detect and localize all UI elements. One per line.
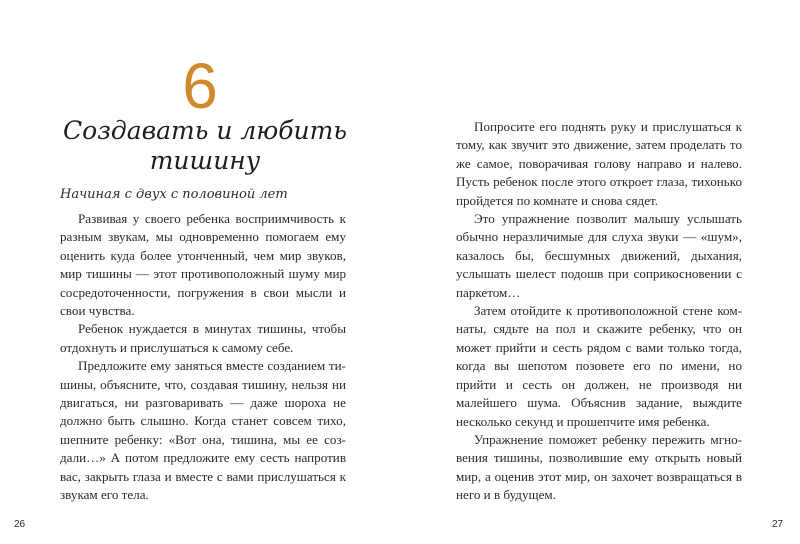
chapter-number: 6 bbox=[182, 50, 218, 122]
page-number-right: 27 bbox=[772, 519, 784, 530]
page-number-left: 26 bbox=[14, 519, 26, 530]
chapter-title: Создавать и любить тишину bbox=[63, 116, 347, 175]
right-page-text bbox=[456, 118, 742, 505]
paragraph: Предложите ему заняться вместе созданием тишины, объясните, что, создавая тишину, нельзя ни двигаться, ни разговаривать — даже шороха не должно быть слышно. Когда станет совсем тихо, шепните ребенку: «Вот она, тишина, мы ее создали…» А потом предложите ему сесть напротив вас, закрыть глаза и вместе с вами прислушаться к звукам его тела. bbox=[60, 358, 346, 503]
left-page-text bbox=[60, 210, 346, 505]
paragraph: Попросите его поднять руку и прислушаться к тому, как звучит это движение, затем проделать то же самое, поворачивая голову направо и налево. Пусть ребенок после этого откроет глаза, тихонько пройдется по комнате и снова сядет. bbox=[456, 119, 742, 208]
paragraph: Упражнение поможет ребенку пережить мгновения тишины, позволившие ему открыть новый мир, а оценив этот мир, он захочет возвращаться в него и в будущем. bbox=[456, 431, 742, 503]
paragraph: Ребенок нуждается в минутах тишины, чтобы отдохнуть и прислушаться к самому себе. bbox=[60, 321, 346, 355]
chapter-subtitle: Начиная с двух с половиной лет bbox=[60, 187, 288, 202]
paragraph: Это упражнение позволит малышу услышать обычно неразличимые для слуха звуки — «шум», казалось бы, бесшумных движений, дыхания, услышать шелест подошв при соприкосновении с паркетом… bbox=[456, 211, 742, 300]
paragraph: Развивая у своего ребенка восприимчивость к разным звукам, мы одновременно помогаем ему оценить куда более утонченный, чем мир звуков, мир тишины — этот противоположный шуму мир сосредоточенности, погружения в свои мысли и свои чувства. bbox=[60, 211, 346, 319]
paragraph: Затем отойдите к противоположной стене комнаты, сядьте на пол и скажите ребенку, что он может прийти и сесть рядом с вами только тогда, когда вы шепотом позовете его по имени, но прийти и сесть он должен, не производя ни малейшего шума. Объяснив задание, выждите несколько секунд и прошепчите имя ребенка. bbox=[456, 303, 742, 429]
